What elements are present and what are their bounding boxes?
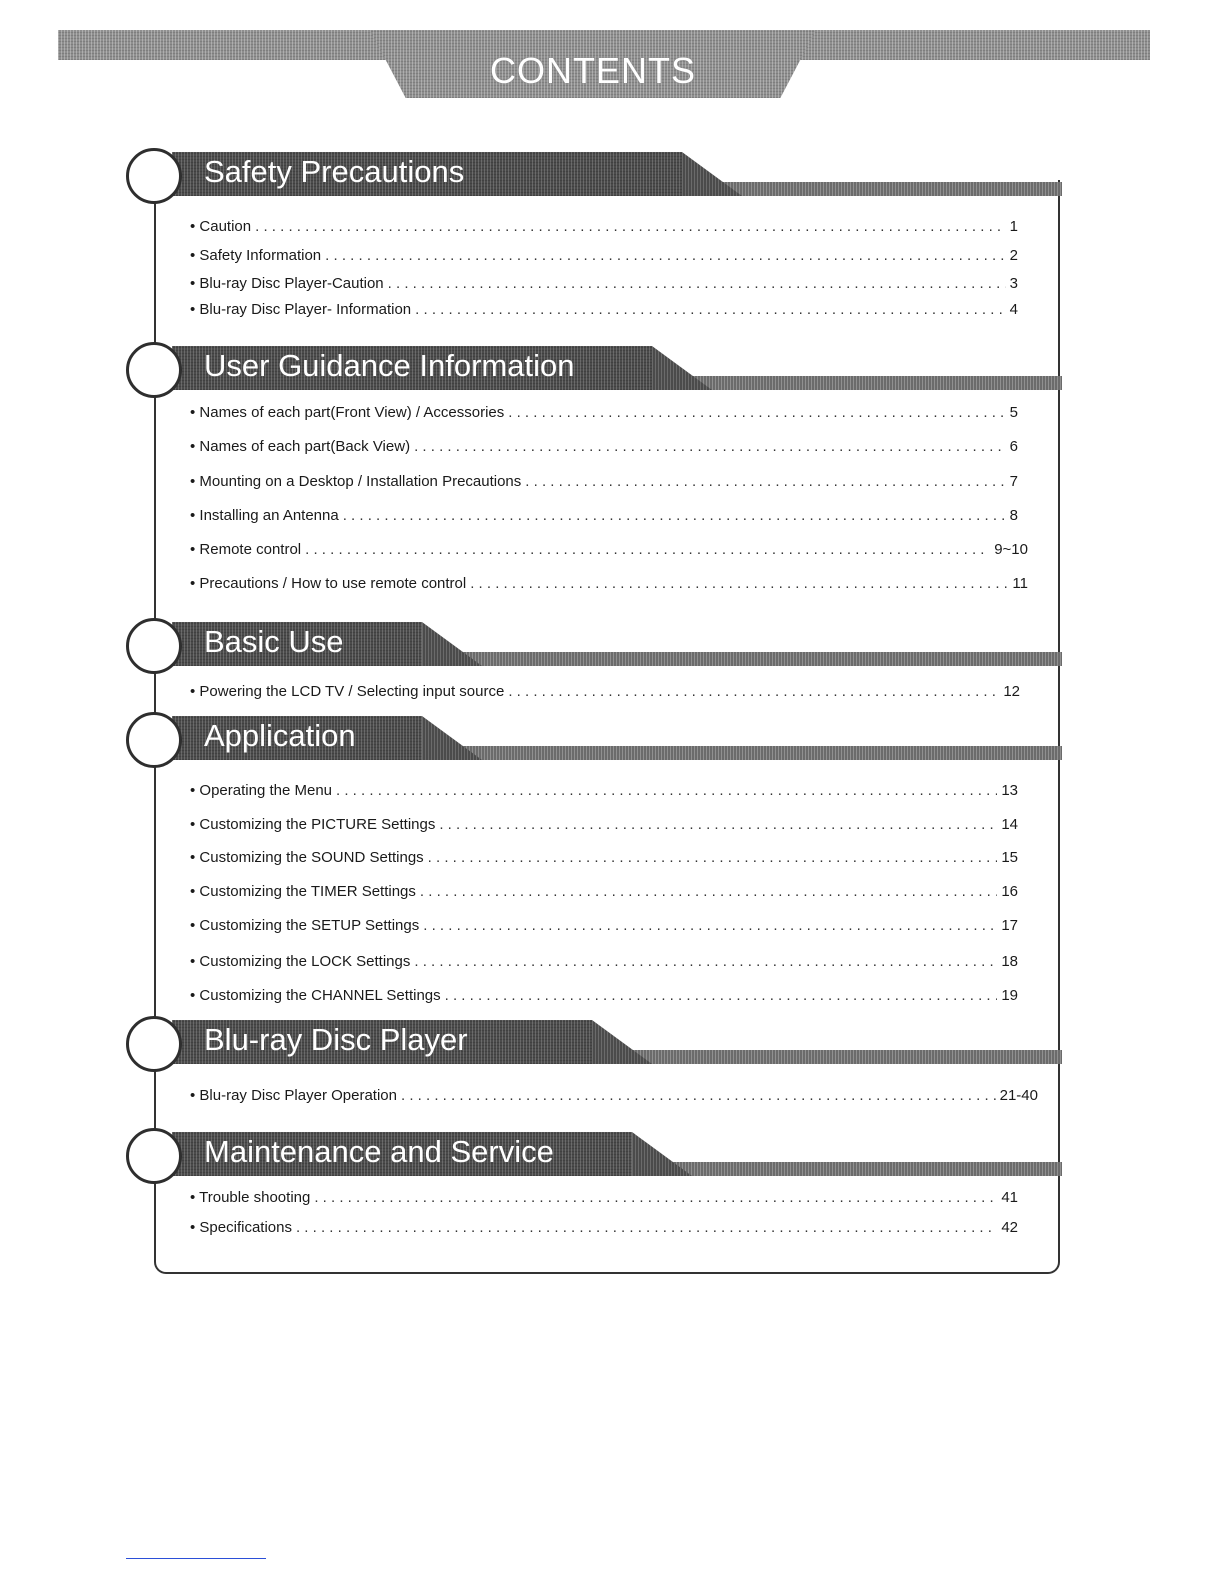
header-banner-tail xyxy=(422,622,482,666)
toc-entry-page: 17 xyxy=(1001,917,1018,934)
toc-entry-page: 16 xyxy=(1001,883,1018,900)
dot-leader xyxy=(420,883,997,900)
toc-entry-label: • Trouble shooting xyxy=(190,1189,311,1206)
toc-entry[interactable] xyxy=(190,917,1018,934)
toc-entry-label: • Customizing the SOUND Settings xyxy=(190,849,424,866)
toc-entry-label: • Customizing the CHANNEL Settings xyxy=(190,987,441,1004)
header-banner-tail xyxy=(592,1020,652,1064)
toc-entry-page: 21-40 xyxy=(999,1087,1038,1104)
toc-entry-label: • Blu-ray Disc Player-Caution xyxy=(190,275,384,292)
toc-entry-page: 42 xyxy=(1001,1219,1018,1236)
dot-leader xyxy=(439,816,997,833)
toc-entry-page: 15 xyxy=(1001,849,1018,866)
toc-entry-page: 18 xyxy=(1001,953,1018,970)
dot-leader xyxy=(445,987,998,1004)
toc-entry-page: 7 xyxy=(1009,473,1018,490)
toc-entry-label: • Mounting on a Desktop / Installation Precautions xyxy=(190,473,522,490)
toc-entry[interactable] xyxy=(190,575,1028,592)
section-header-basic-use xyxy=(122,618,1062,678)
toc-entry-page: 12 xyxy=(1003,683,1020,700)
toc-entry-page: 2 xyxy=(1009,247,1018,264)
toc-entry-page: 8 xyxy=(1009,507,1018,524)
toc-entry-label: • Customizing the PICTURE Settings xyxy=(190,816,436,833)
section-bullet-icon xyxy=(126,618,182,674)
section-header-maintenance-and-service xyxy=(122,1128,1062,1188)
toc-entry-label: • Remote control xyxy=(190,541,302,558)
dot-leader xyxy=(508,404,1005,421)
dot-leader xyxy=(325,247,1006,264)
toc-entry[interactable] xyxy=(190,275,1018,292)
section-bullet-icon xyxy=(126,712,182,768)
toc-entry-label: • Blu-ray Disc Player Operation xyxy=(190,1087,397,1104)
toc-entry[interactable] xyxy=(190,438,1018,455)
dot-leader xyxy=(388,275,1006,292)
dot-leader xyxy=(255,218,1006,235)
toc-entry-page: 19 xyxy=(1001,987,1018,1004)
toc-entry[interactable] xyxy=(190,218,1018,235)
dot-leader xyxy=(508,683,999,700)
dot-leader xyxy=(336,782,997,799)
section-header-safety-precautions xyxy=(122,148,1062,208)
toc-entry-label: • Customizing the TIMER Settings xyxy=(190,883,416,900)
footer-underline xyxy=(126,1558,266,1559)
toc-entry-label: • Safety Information xyxy=(190,247,322,264)
toc-entry[interactable] xyxy=(190,404,1018,421)
toc-entry[interactable] xyxy=(190,473,1018,490)
toc-entry[interactable] xyxy=(190,883,1018,900)
section-bullet-icon xyxy=(126,1128,182,1184)
toc-entry-page: 9~10 xyxy=(994,541,1028,558)
header-banner-tail xyxy=(632,1132,692,1176)
toc-entry-page: 13 xyxy=(1001,782,1018,799)
toc-entry-label: • Powering the LCD TV / Selecting input source xyxy=(190,683,505,700)
toc-entry[interactable] xyxy=(190,849,1018,866)
dot-leader xyxy=(428,849,998,866)
toc-entry-page: 4 xyxy=(1009,301,1018,318)
toc-entry[interactable] xyxy=(190,507,1018,524)
toc-entry-label: • Customizing the SETUP Settings xyxy=(190,917,420,934)
toc-entry[interactable] xyxy=(190,247,1018,264)
toc-entry-page: 41 xyxy=(1001,1189,1018,1206)
section-title: Blu-ray Disc Player xyxy=(204,1022,468,1057)
toc-entry-label: • Installing an Antenna xyxy=(190,507,339,524)
section-title: Safety Precautions xyxy=(204,154,465,189)
toc-entry[interactable] xyxy=(190,987,1018,1004)
section-bullet-icon xyxy=(126,1016,182,1072)
section-title: User Guidance Information xyxy=(204,348,575,383)
toc-entry-page: 6 xyxy=(1009,438,1018,455)
toc-entry[interactable] xyxy=(190,1087,1038,1104)
dot-leader xyxy=(305,541,990,558)
dot-leader xyxy=(414,953,997,970)
toc-entry[interactable] xyxy=(190,1189,1018,1206)
section-header-application xyxy=(122,712,1062,772)
toc-entry-label: • Precautions / How to use remote control xyxy=(190,575,467,592)
toc-entry[interactable] xyxy=(190,541,1028,558)
header-banner-tail xyxy=(422,716,482,760)
toc-entry-label: • Blu-ray Disc Player- Information xyxy=(190,301,412,318)
toc-entry-label: • Caution xyxy=(190,218,252,235)
dot-leader xyxy=(401,1087,996,1104)
page-title: CONTENTS xyxy=(490,50,696,91)
toc-entry-label: • Customizing the LOCK Settings xyxy=(190,953,411,970)
dot-leader xyxy=(415,301,1006,318)
toc-entry-page: 14 xyxy=(1001,816,1018,833)
dot-leader xyxy=(470,575,1008,592)
section-header-user-guidance-information xyxy=(122,342,1062,402)
toc-entry[interactable] xyxy=(190,816,1018,833)
toc-entry-page: 11 xyxy=(1012,575,1028,592)
dot-leader xyxy=(423,917,997,934)
toc-entry[interactable] xyxy=(190,953,1018,970)
dot-leader xyxy=(414,438,1006,455)
toc-entry-page: 5 xyxy=(1009,404,1018,421)
toc-entry[interactable] xyxy=(190,1219,1018,1236)
toc-entry[interactable] xyxy=(190,301,1018,318)
section-title: Basic Use xyxy=(204,624,344,659)
dot-leader xyxy=(525,473,1005,490)
toc-entry[interactable] xyxy=(190,683,1020,700)
dot-leader xyxy=(314,1189,997,1206)
section-bullet-icon xyxy=(126,148,182,204)
section-title: Maintenance and Service xyxy=(204,1134,554,1169)
toc-entry-label: • Names of each part(Front View) / Accessories xyxy=(190,404,505,421)
toc-entry-page: 3 xyxy=(1009,275,1018,292)
toc-entry[interactable] xyxy=(190,782,1018,799)
section-title: Application xyxy=(204,718,356,753)
dot-leader xyxy=(296,1219,997,1236)
toc-entry-label: • Specifications xyxy=(190,1219,292,1236)
section-header-blu-ray-disc-player xyxy=(122,1016,1062,1076)
toc-entry-page: 1 xyxy=(1009,218,1018,235)
dot-leader xyxy=(343,507,1006,524)
toc-entry-label: • Names of each part(Back View) xyxy=(190,438,411,455)
toc-entry-label: • Operating the Menu xyxy=(190,782,333,799)
section-bullet-icon xyxy=(126,342,182,398)
